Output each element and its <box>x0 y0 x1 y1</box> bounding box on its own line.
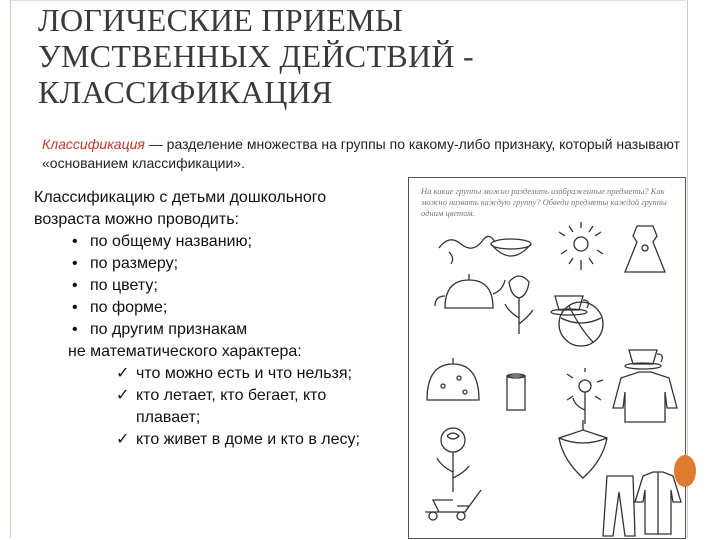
definition-term: Классификация <box>42 136 145 152</box>
title-line-3: КЛАССИФИКАЦИЯ <box>38 74 333 110</box>
worksheet-caption: На какие группы можно разделить изображенные предметы? Как можно назвать каждую группу? Обведи предметы каждой группы одним цветом. <box>421 186 667 218</box>
toy-car-icon <box>425 490 481 520</box>
intro-line-2: возраста можно проводить: <box>34 211 239 228</box>
bell-icon <box>427 358 479 400</box>
check-text: плавает; <box>136 409 201 426</box>
slide-title <box>38 2 678 110</box>
check-icon: ✓ <box>116 431 130 448</box>
bullet-item <box>34 297 404 319</box>
definition-text: — разделение множества на группы по какому-либо признаку, который называют «основанием классификации». <box>42 136 680 171</box>
intro-line-1: Классификацию с детьми дошкольного <box>34 189 327 206</box>
check-item <box>34 429 404 451</box>
bullet-text: по общему названию; <box>90 233 252 250</box>
bullet-item <box>34 231 404 253</box>
bullet-marker: • <box>72 277 78 294</box>
teapot-icon <box>435 274 505 308</box>
check-icon: ✓ <box>116 387 130 404</box>
check-item-continuation <box>34 407 404 429</box>
top-icon <box>559 420 607 478</box>
check-text: что можно есть и что нельзя; <box>136 365 352 382</box>
flower-icon <box>567 368 603 424</box>
bullet-marker: • <box>72 255 78 272</box>
title-line-2: УМСТВЕННЫХ ДЕЙСТВИЙ - <box>38 38 475 74</box>
worksheet-image <box>408 177 686 539</box>
check-text: кто летает, кто бегает, кто <box>136 387 327 404</box>
bowl-icon <box>491 239 531 256</box>
bullet-marker: • <box>72 321 78 338</box>
check-item <box>34 363 404 385</box>
trousers-icon <box>603 476 635 536</box>
bullet-item <box>34 319 404 341</box>
dress-icon <box>625 226 665 272</box>
bullet-text: по форме; <box>90 299 168 316</box>
check-item <box>34 385 404 407</box>
cup-icon <box>625 350 662 369</box>
bullet-item <box>34 253 404 275</box>
list-tail: не математического характера: <box>68 343 302 360</box>
rope-icon <box>439 236 495 264</box>
bullet-text: по другим признакам <box>90 321 248 338</box>
rose-icon <box>437 428 469 492</box>
flower-icon <box>559 222 603 270</box>
shirt-icon <box>635 472 681 534</box>
accent-circle <box>674 455 696 487</box>
worksheet-drawings <box>409 178 685 538</box>
title-line-1: ЛОГИЧЕСКИЕ ПРИЕМЫ <box>38 2 404 38</box>
check-text: кто живет в доме и кто в лесу; <box>136 431 360 448</box>
sweater-icon <box>613 372 677 422</box>
check-icon: ✓ <box>116 365 130 382</box>
definition-paragraph <box>42 135 692 173</box>
bullet-item <box>34 275 404 297</box>
classification-list <box>34 187 404 451</box>
bullet-text: по размеру; <box>90 255 179 272</box>
bullet-text: по цвету; <box>90 277 158 294</box>
glass-icon <box>507 374 525 410</box>
bullet-marker: • <box>72 299 78 316</box>
tulip-icon <box>505 276 533 334</box>
bullet-marker: • <box>72 233 78 250</box>
